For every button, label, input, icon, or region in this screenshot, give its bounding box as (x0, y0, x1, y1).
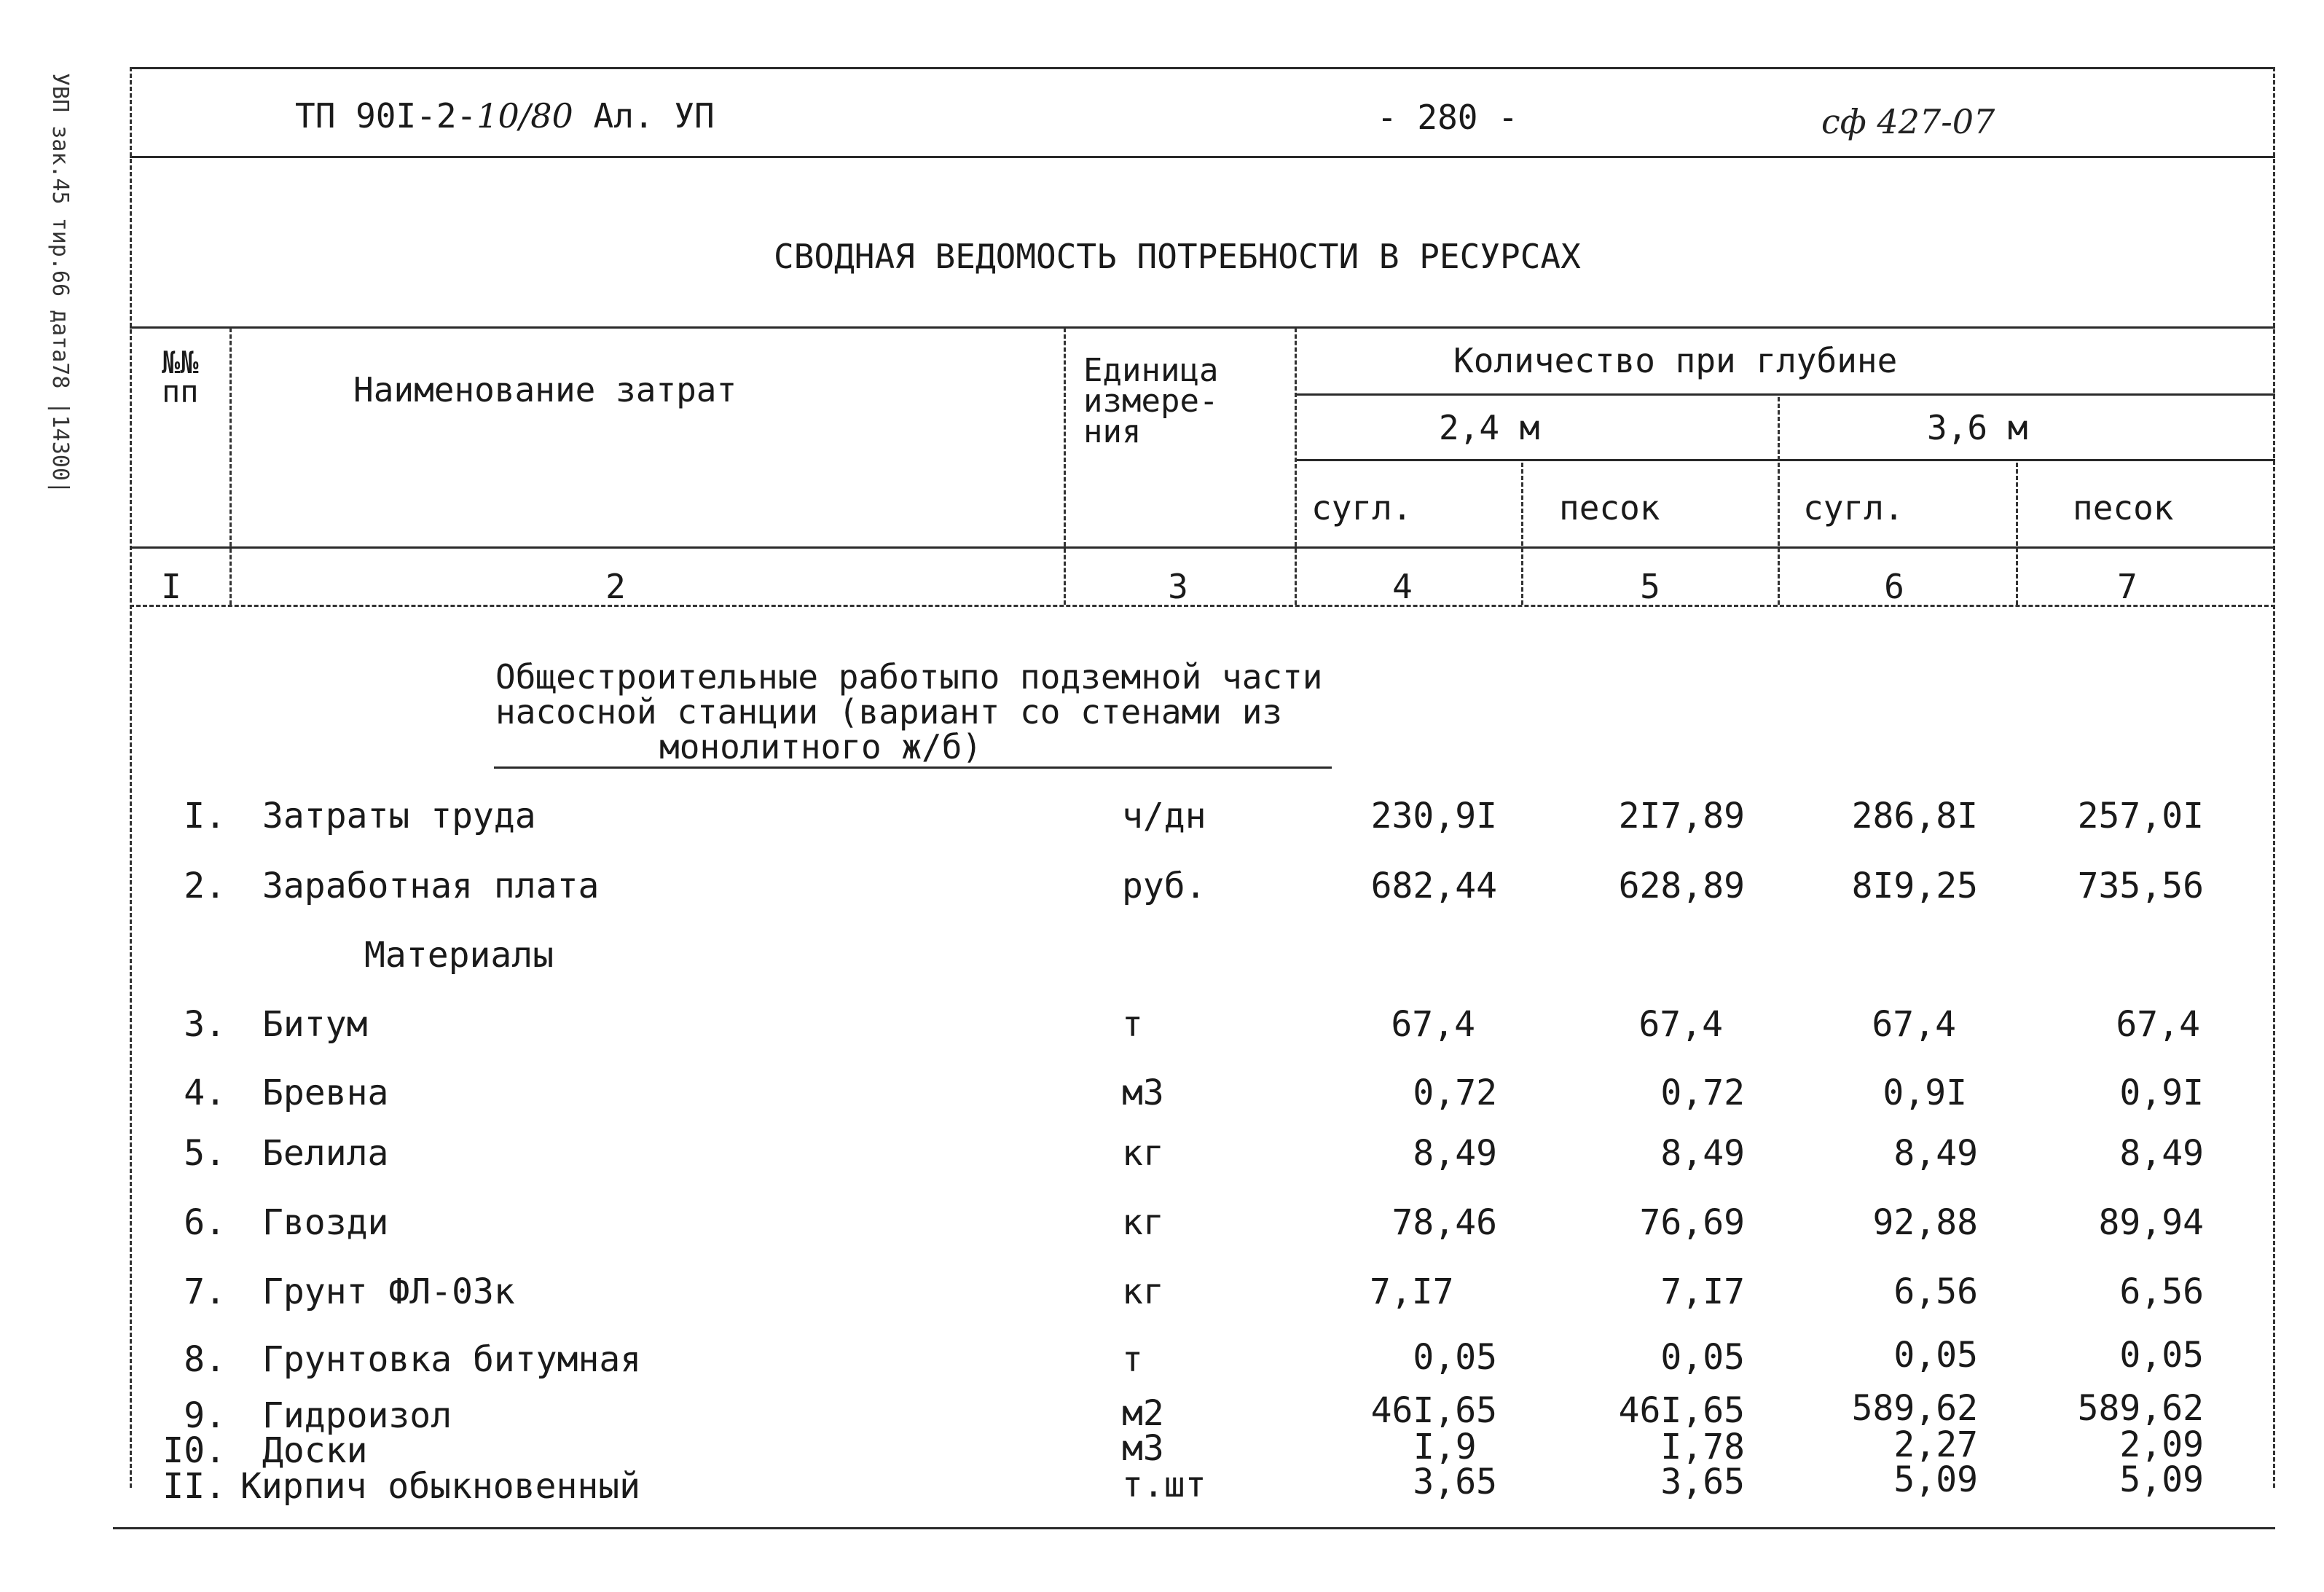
section-line-3: монолитного ж/б) (659, 727, 983, 766)
row-value-2: 76,69 (1639, 1202, 1745, 1243)
row-value-1: 682,44 (1370, 866, 1497, 906)
row-value-3: 67,4 (1872, 1004, 1956, 1045)
row-unit: ч/дн (1122, 796, 1206, 836)
col-unit-line2: измере- (1083, 383, 1219, 420)
row-unit: м3 (1122, 1428, 1164, 1469)
row-name: Грунтовка битумная (262, 1339, 642, 1380)
section-heading (495, 659, 1322, 764)
row-number: 4. (184, 1073, 226, 1113)
depth-subheader-line (1295, 459, 2275, 461)
row-name: Доски (262, 1430, 368, 1471)
row-value-3: 8I9,25 (1851, 866, 1978, 906)
qty-subheader-line (1295, 393, 2275, 396)
row-value-4: 0,9I (2119, 1073, 2204, 1113)
row-value-3: 6,56 (1893, 1271, 1978, 1312)
col-index-2: 2 (605, 567, 626, 606)
header-bottom-line (130, 546, 2275, 549)
col-name-header: Наименование затрат (353, 370, 737, 409)
index-row-bottom-line (130, 605, 2275, 607)
row-name: Гидроизол (262, 1395, 452, 1436)
row-unit: т (1122, 1004, 1143, 1045)
row-number: 5. (184, 1133, 226, 1174)
row-value-3: 286,8I (1851, 796, 1978, 836)
row-name: Заработная плата (262, 866, 600, 906)
row-number: 8. (184, 1339, 226, 1380)
col-soil-2: песок (1559, 488, 1660, 528)
row-unit: руб. (1122, 866, 1206, 906)
row-value-3: 92,88 (1872, 1202, 1978, 1243)
col-soil-3: сугл. (1803, 488, 1904, 528)
col-index-5: 5 (1640, 567, 1660, 606)
row-value-4: 8,49 (2119, 1133, 2204, 1174)
row-value-2: 3,65 (1660, 1462, 1745, 1502)
col-soil-1: сугл. (1311, 488, 1413, 528)
row-number: 2. (184, 866, 226, 906)
row-unit: т.шт (1122, 1464, 1206, 1505)
row-number: 6. (184, 1202, 226, 1243)
row-value-1: 7,I7 (1370, 1271, 1454, 1312)
row-value-4: 735,56 (2077, 866, 2204, 906)
row-value-2: 7,I7 (1660, 1271, 1745, 1312)
row-value-3: 8,49 (1893, 1133, 1978, 1174)
row-value-3: 2,27 (1893, 1424, 1978, 1465)
row-name: Грунт ФЛ-03к (262, 1271, 515, 1312)
frame-top-line (130, 67, 2275, 69)
row-name: Гвозди (262, 1202, 389, 1243)
row-value-4: 2,09 (2119, 1424, 2204, 1465)
materials-subheading: Материалы (364, 935, 554, 976)
col-sep-soil1 (1521, 463, 1523, 605)
row-value-4: 5,09 (2119, 1459, 2204, 1500)
row-value-3: 0,9I (1883, 1073, 1967, 1113)
col-index-6: 6 (1884, 567, 1904, 606)
row-value-1: 0,72 (1413, 1073, 1497, 1113)
row-unit: м3 (1122, 1073, 1164, 1113)
col-sep-unit (1295, 328, 1297, 605)
row-name: Кирпич обыкновенный (240, 1466, 641, 1507)
margin-note: УВП зак.45 тир.66 дата78 |14300| (47, 73, 73, 494)
row-value-4: 67,4 (2116, 1004, 2200, 1045)
col-index-3: 3 (1168, 567, 1188, 606)
doc-code (295, 96, 715, 136)
row-value-3: 589,62 (1851, 1388, 1978, 1429)
row-value-1: 78,46 (1391, 1202, 1497, 1243)
row-value-4: 0,05 (2119, 1335, 2204, 1376)
col-sep-depth (1778, 397, 1780, 605)
row-value-2: 628,89 (1618, 866, 1745, 906)
col-index-4: 4 (1392, 567, 1413, 606)
row-value-1: 8,49 (1413, 1133, 1497, 1174)
row-value-1: 230,9I (1370, 796, 1497, 836)
col-index-1: I (161, 567, 181, 606)
col-depth-1: 2,4 м (1439, 408, 1540, 447)
album-label: Ал. УП (593, 96, 715, 136)
row-value-4: 89,94 (2098, 1202, 2204, 1243)
col-num-line1: №№ (162, 345, 199, 380)
archive-stamp: сф 427-07 (1821, 102, 1995, 141)
col-unit-header (1083, 352, 1219, 450)
row-value-4: 589,62 (2077, 1388, 2204, 1429)
row-unit: кг (1122, 1202, 1164, 1243)
col-num-line2: пп (162, 374, 199, 409)
row-name: Затраты труда (262, 796, 536, 836)
row-value-1: 67,4 (1391, 1004, 1475, 1045)
row-unit: м2 (1122, 1393, 1164, 1434)
section-line-2: насосной станции (вариант со стенами из (495, 692, 1283, 732)
col-index-7: 7 (2117, 567, 2137, 606)
frame-header-line (130, 156, 2275, 158)
row-value-1: 46I,65 (1370, 1390, 1497, 1431)
doc-code-handwritten: 10/80 (476, 96, 573, 136)
page-title: СВОДНАЯ ВЕДОМОСТЬ ПОТРЕБНОСТИ В РЕСУРСАХ (774, 237, 1581, 276)
table-top-line (130, 326, 2275, 329)
row-value-2: I,78 (1660, 1427, 1745, 1467)
col-soil-4: песок (2073, 488, 2174, 528)
row-number: 7. (184, 1271, 226, 1312)
row-unit: кг (1122, 1133, 1164, 1174)
row-value-2: 2I7,89 (1618, 796, 1745, 836)
row-number: II. (162, 1466, 226, 1507)
row-name: Битум (262, 1004, 368, 1045)
row-name: Бревна (262, 1073, 389, 1113)
row-number: I0. (162, 1430, 226, 1471)
row-unit: т (1122, 1339, 1143, 1380)
frame-bottom-line (113, 1527, 2275, 1529)
row-value-1: 3,65 (1413, 1462, 1497, 1502)
row-value-1: I,9 (1413, 1427, 1477, 1467)
page-number: - 280 - (1377, 98, 1518, 137)
section-line-1: Общестроительные работыпо подземной части (495, 657, 1323, 697)
col-sep-soil3 (2016, 463, 2018, 605)
frame-left-line (130, 67, 132, 1488)
row-value-2: 67,4 (1638, 1004, 1723, 1045)
row-value-2: 0,05 (1660, 1337, 1745, 1378)
row-value-4: 257,0I (2077, 796, 2204, 836)
row-value-3: 0,05 (1893, 1335, 1978, 1376)
col-depth-2: 3,6 м (1927, 408, 2028, 447)
section-underline (494, 766, 1332, 769)
frame-right-line (2273, 67, 2275, 1488)
row-value-2: 0,72 (1660, 1073, 1745, 1113)
row-number: 3. (184, 1004, 226, 1045)
col-unit-line3: ния (1083, 413, 1142, 450)
col-qty-header: Количество при глубине (1453, 341, 1898, 380)
row-number: 9. (184, 1395, 226, 1436)
col-sep-num (229, 328, 232, 605)
col-sep-name (1064, 328, 1066, 605)
row-value-2: 8,49 (1660, 1133, 1745, 1174)
col-unit-line1: Единица (1083, 352, 1219, 389)
row-number: I. (184, 796, 226, 836)
row-unit: кг (1122, 1271, 1164, 1312)
col-num-header (162, 345, 199, 409)
row-value-4: 6,56 (2119, 1271, 2204, 1312)
row-value-2: 46I,65 (1618, 1390, 1745, 1431)
row-value-3: 5,09 (1893, 1459, 1978, 1500)
doc-code-typed: ТП 90I-2- (295, 96, 477, 136)
row-name: Белила (262, 1133, 389, 1174)
row-value-1: 0,05 (1413, 1337, 1497, 1378)
